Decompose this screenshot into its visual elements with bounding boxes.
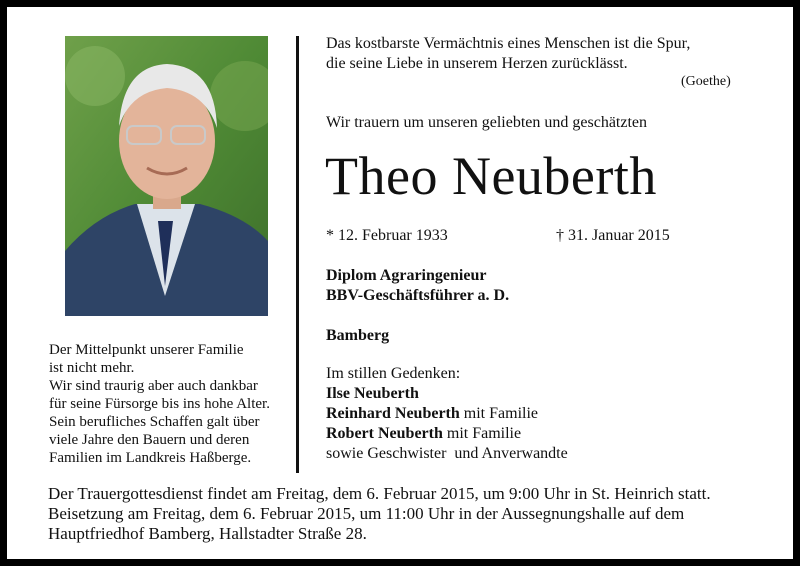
mourner-line <box>326 404 568 424</box>
tribute-line: Wir sind traurig aber auch dankbar <box>49 378 258 394</box>
tribute-line: ist nicht mehr. <box>49 360 135 376</box>
death-date: † 31. Januar 2015 <box>556 227 670 244</box>
title-line: BBV-Geschäftsführer a. D. <box>326 287 510 304</box>
service-line: Der Trauergottesdienst findet am Freitag, dem 6. Februar 2015, um 9:00 Uhr in St. Heinrich statt. <box>48 484 711 503</box>
titles <box>326 266 509 306</box>
tribute-line: Familien im Landkreis Haßberge. <box>49 450 252 466</box>
mourner-suffix: mit Familie <box>459 405 538 422</box>
tribute-line: Sein berufliches Schaffen galt über <box>49 414 260 430</box>
birth-date: * 12. Februar 1933 <box>326 227 448 244</box>
title-line: Diplom Agraringenieur <box>326 267 487 284</box>
divider-line <box>296 36 299 473</box>
quote-author: (Goethe) <box>681 74 731 89</box>
quote-line: die seine Liebe in unserem Herzen zurücklässt. <box>326 55 628 72</box>
mourner-name: Reinhard Neuberth <box>326 405 460 422</box>
service-info <box>48 484 711 544</box>
quote-line: Das kostbarste Vermächtnis eines Menschen ist die Spur, <box>326 35 691 52</box>
mourner-line <box>326 424 568 444</box>
deceased-name: Theo Neuberth <box>325 146 657 206</box>
tribute-line: viele Jahre den Bauern und deren <box>49 432 250 448</box>
mourner-name: Ilse Neuberth <box>326 385 419 402</box>
mourners-others: sowie Geschwister und Anverwandte <box>326 445 568 462</box>
intro-text: Wir trauern um unseren geliebten und geschätzten <box>326 114 648 131</box>
quote <box>326 34 690 74</box>
mourners <box>326 364 568 464</box>
mourner-suffix: mit Familie <box>442 425 522 442</box>
obituary-notice <box>7 7 793 559</box>
service-line: Hauptfriedhof Bamberg, Hallstadter Straße 28. <box>48 524 367 543</box>
tribute-text <box>49 341 270 467</box>
mourner-name: Robert Neuberth <box>326 425 443 442</box>
service-line: Beisetzung am Freitag, dem 6. Februar 2015, um 11:00 Uhr in der Aussegnungshalle auf dem <box>48 504 685 523</box>
tribute-line: Der Mittelpunkt unserer Familie <box>49 342 244 358</box>
tribute-line: für seine Fürsorge bis ins hohe Alter. <box>49 396 270 412</box>
place: Bamberg <box>326 327 390 344</box>
portrait-photo <box>65 36 268 316</box>
mourners-heading: Im stillen Gedenken: <box>326 365 461 382</box>
